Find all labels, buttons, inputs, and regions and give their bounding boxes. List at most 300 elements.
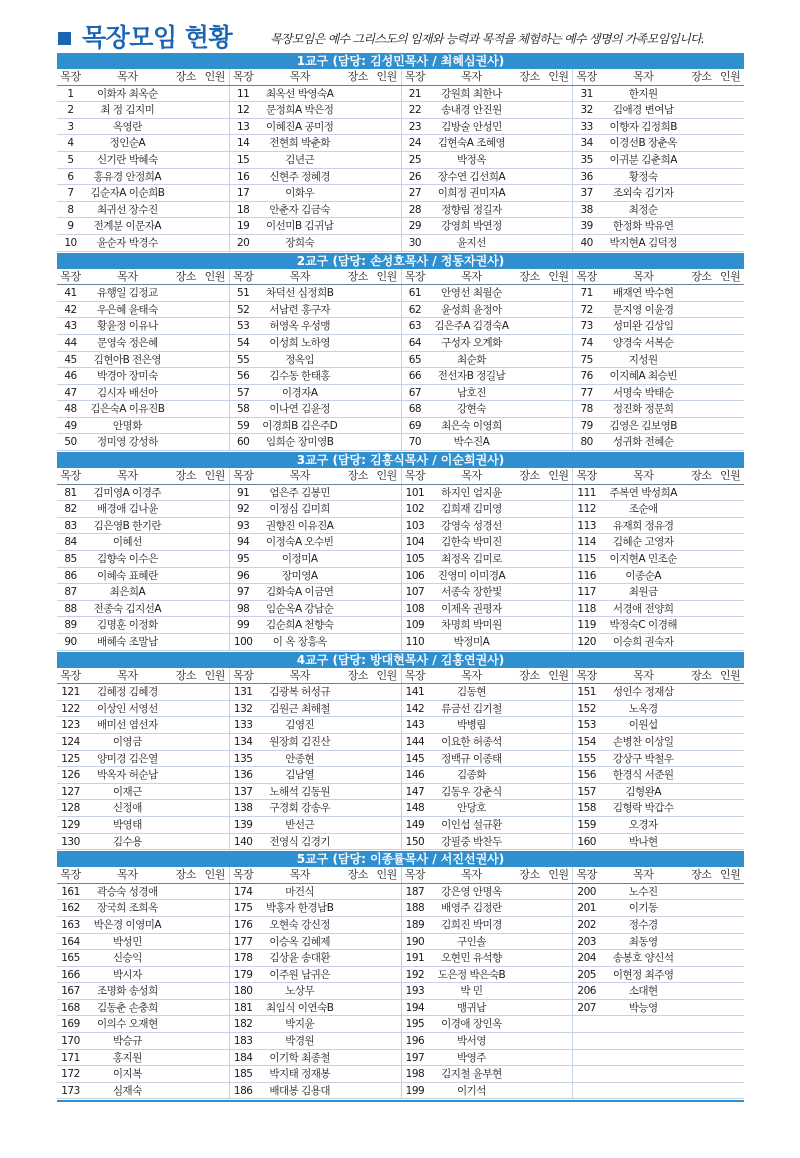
count-cell	[373, 900, 401, 916]
column-header-place: 장소	[175, 469, 196, 483]
table-row	[57, 701, 744, 718]
place-cell	[686, 601, 716, 617]
column-header-count: 인원	[376, 668, 397, 682]
mokjang-number: 162	[61, 902, 80, 915]
count-cell	[201, 917, 229, 933]
mokjang-number: 59	[236, 419, 250, 432]
mokjang-number: 107	[405, 586, 425, 599]
mokja-name: 최옥선 박영숙A	[266, 87, 334, 100]
mokja-name: 김현숙A 조혜영	[437, 137, 506, 150]
mokjang-number: 69	[408, 419, 422, 432]
mokjang-number	[573, 1050, 600, 1066]
count-cell	[716, 784, 744, 800]
mokja-name: 강필중 박찬두	[441, 835, 502, 848]
count-cell	[373, 950, 401, 966]
mokjang-number: 120	[577, 636, 596, 648]
count-cell	[373, 485, 401, 501]
place-cell	[343, 1033, 373, 1049]
mokja-name: 이승옥 김혜제	[269, 935, 331, 948]
count-cell	[373, 318, 401, 334]
mokja-name: 강상구 박철우	[612, 752, 674, 765]
mokjang-number: 171	[61, 1051, 80, 1064]
mokja-name: 임순옥A 강남순	[266, 602, 334, 615]
mokjang-number: 166	[61, 968, 80, 981]
count-cell	[373, 767, 401, 783]
place-cell	[515, 352, 545, 368]
count-cell	[373, 684, 401, 700]
mokjang-number: 139	[233, 818, 253, 831]
mokja-name: 김남열	[285, 769, 315, 782]
place-cell	[171, 817, 201, 833]
mokja-name: 이경자A	[281, 386, 318, 399]
table-row	[57, 501, 744, 518]
place-cell	[515, 617, 545, 633]
place-cell	[686, 568, 716, 584]
column-header-name: 목자	[461, 868, 482, 882]
section-title: 2교구 (담당: 손성호목사 / 정동자권사)	[57, 253, 744, 269]
column-header-name: 목자	[461, 469, 482, 483]
mokja-name: 한정화 박유연	[612, 220, 674, 233]
mokjang-number: 23	[408, 120, 422, 133]
count-cell	[201, 385, 229, 401]
table-row	[57, 202, 744, 219]
place-cell	[515, 169, 545, 185]
column-header-num: 목장	[404, 469, 426, 483]
mokja-name: 이경애 장인옥	[441, 1018, 502, 1031]
mokja-name: 류금선 김기철	[441, 702, 502, 715]
mokjang-number: 127	[61, 785, 80, 798]
place-cell	[515, 318, 545, 334]
column-header-place: 장소	[519, 469, 540, 483]
count-cell	[373, 501, 401, 517]
district-section-3	[57, 452, 744, 651]
mokjang-number: 194	[405, 1001, 425, 1014]
mokja-name	[600, 1016, 686, 1032]
mokja-name: 강영희 박연정	[441, 220, 502, 233]
mokja-name: 이향자 김정희B	[609, 120, 677, 133]
place-cell	[686, 684, 716, 700]
mokjang-number: 78	[580, 403, 593, 416]
place-cell	[515, 335, 545, 351]
count-cell	[544, 368, 572, 384]
place-cell	[686, 983, 716, 999]
mokja-name: 박영태	[112, 818, 142, 831]
mokja-name: 유재희 정유경	[612, 519, 674, 532]
count-cell	[544, 900, 572, 916]
mokja-name: 이귀분 김춘희A	[609, 153, 677, 166]
mokja-name: 김혜정 김혜경	[97, 686, 158, 699]
column-header-count: 인원	[719, 70, 741, 83]
place-cell	[171, 917, 201, 933]
mokja-name: 강원희 최한나	[441, 87, 502, 100]
place-cell	[171, 684, 201, 700]
table-row	[57, 684, 744, 701]
mokja-name: 배영주 김정란	[441, 902, 502, 915]
mokja-name: 전종숙 김지선A	[93, 602, 162, 615]
column-header-num: 목장	[576, 70, 597, 83]
column-header-name: 목자	[633, 269, 654, 283]
mokjang-number: 184	[233, 1051, 253, 1064]
mokjang-number: 22	[408, 104, 422, 117]
place-cell	[171, 967, 201, 983]
place-cell	[171, 534, 201, 550]
column-header-count: 인원	[719, 668, 741, 682]
count-cell	[201, 1016, 229, 1032]
mokja-name: 이현정 최주영	[612, 968, 674, 981]
mokjang-number: 135	[233, 752, 253, 765]
column-header-num: 목장	[233, 668, 254, 682]
count-cell	[201, 169, 229, 185]
mokjang-number: 62	[408, 303, 422, 316]
mokjang-number: 156	[577, 769, 596, 782]
place-cell	[515, 1050, 545, 1066]
place-cell	[171, 135, 201, 151]
table-row	[57, 983, 744, 1000]
place-cell	[343, 235, 373, 251]
mokja-name: 박승규	[112, 1035, 142, 1048]
count-cell	[201, 1033, 229, 1049]
place-cell	[515, 784, 545, 800]
column-header-num: 목장	[404, 269, 426, 283]
count-cell	[201, 434, 229, 450]
mokjang-number: 25	[408, 153, 422, 166]
mokjang-number: 112	[577, 503, 596, 516]
column-header-count: 인원	[719, 868, 741, 882]
mokja-name: 김상윤 송대환	[269, 952, 331, 965]
place-cell	[343, 917, 373, 933]
mokjang-number: 50	[64, 436, 77, 449]
place-cell	[515, 302, 545, 318]
count-cell	[201, 152, 229, 168]
place-cell	[171, 485, 201, 501]
mokja-name: 서경애 전양희	[612, 602, 674, 615]
mokjang-number: 195	[405, 1018, 425, 1031]
place-cell	[686, 784, 716, 800]
place-cell	[343, 385, 373, 401]
place-cell	[171, 717, 201, 733]
mokjang-number: 159	[577, 818, 596, 831]
mokja-name: 송봉호 양신석	[612, 952, 674, 965]
mokja-name: 신정애	[112, 802, 142, 815]
place-cell	[343, 1016, 373, 1032]
mokjang-number: 114	[577, 536, 596, 549]
mokja-name: 유행일 김정교	[97, 287, 158, 300]
count-cell	[544, 1016, 572, 1032]
place-cell	[686, 335, 716, 351]
mokjang-number: 130	[61, 835, 80, 848]
mokja-name: 김순희A 천향숙	[266, 619, 334, 632]
count-cell	[716, 485, 744, 501]
count-cell	[201, 202, 229, 218]
count-cell	[544, 102, 572, 118]
count-cell	[716, 717, 744, 733]
mokja-name: 박옥자 허순남	[97, 769, 158, 782]
count-cell	[544, 1083, 572, 1099]
table-row	[57, 950, 744, 967]
mokja-name: 김애경 변여남	[612, 104, 674, 117]
mokjang-number: 8	[67, 203, 74, 216]
count-cell	[201, 767, 229, 783]
mokjang-number: 155	[577, 752, 596, 765]
mokja-name: 이희정 권미자A	[437, 187, 506, 200]
mokjang-number: 85	[64, 553, 77, 566]
place-cell	[515, 717, 545, 733]
place-cell	[171, 983, 201, 999]
count-cell	[716, 218, 744, 234]
count-cell	[544, 202, 572, 218]
mokjang-number: 133	[233, 719, 253, 732]
mokjang-number: 192	[405, 968, 425, 981]
mokja-name: 정인순A	[109, 137, 146, 150]
place-cell	[171, 584, 201, 600]
mokja-name: 송내경 안진원	[441, 104, 502, 117]
place-cell	[686, 950, 716, 966]
count-cell	[201, 335, 229, 351]
table-row	[57, 285, 744, 302]
mokjang-number: 84	[64, 536, 77, 549]
mokja-name: 강현숙	[457, 403, 486, 416]
mokjang-number: 80	[580, 436, 593, 449]
mokjang-number: 165	[61, 952, 80, 965]
place-cell	[171, 800, 201, 816]
table-row	[57, 584, 744, 601]
mokjang-number: 205	[577, 968, 596, 981]
mokja-name: 박홍자 한경남B	[266, 902, 334, 915]
place-cell	[686, 917, 716, 933]
mokja-name: 서종숙 장한빛	[441, 586, 502, 599]
count-cell	[373, 800, 401, 816]
column-header-num: 목장	[576, 868, 597, 882]
mokjang-number: 74	[580, 336, 593, 349]
mokjang-number: 3	[67, 120, 74, 133]
place-cell	[515, 102, 545, 118]
place-cell	[686, 884, 716, 900]
mokja-name: 박정숙C 이경해	[609, 619, 677, 632]
mokja-name: 최정순	[628, 203, 658, 216]
mokja-name: 김지철 윤부현	[441, 1068, 502, 1081]
mokjang-number: 179	[233, 968, 253, 981]
mokja-name: 박 민	[460, 985, 483, 998]
place-cell	[515, 601, 545, 617]
section-title: 1교구 (담당: 김성민목사 / 최혜심권사)	[57, 53, 744, 69]
column-header-count: 인원	[376, 70, 397, 83]
mokjang-number: 187	[405, 885, 425, 898]
mokja-name: 맹귀남	[457, 1001, 486, 1014]
mokja-name: 임희순 장미영B	[266, 436, 334, 449]
mokjang-number: 206	[577, 985, 596, 998]
mokjang-number: 146	[405, 769, 425, 782]
place-cell	[171, 1066, 201, 1082]
mokjang-number: 58	[236, 403, 250, 416]
mokja-name: 이의수 오재현	[97, 1018, 158, 1031]
place-cell	[343, 617, 373, 633]
place-cell	[515, 218, 545, 234]
table-row	[57, 784, 744, 801]
mokjang-number: 121	[61, 686, 80, 699]
count-cell	[544, 551, 572, 567]
count-cell	[716, 634, 744, 650]
mokjang-number: 149	[405, 818, 425, 831]
mokja-name: 문정희A 박은정	[266, 104, 334, 117]
place-cell	[171, 285, 201, 301]
column-header-count: 인원	[204, 269, 225, 283]
mokjang-number: 77	[580, 386, 593, 399]
mokjang-number: 141	[405, 686, 425, 699]
place-cell	[343, 318, 373, 334]
place-cell	[515, 534, 545, 550]
place-cell	[686, 135, 716, 151]
count-cell	[716, 1066, 744, 1082]
place-cell	[515, 983, 545, 999]
count-cell	[201, 1066, 229, 1082]
mokja-name: 성인수 정재삼	[612, 686, 674, 699]
column-header-count: 인원	[548, 469, 569, 483]
mokja-name: 김혜순 고영자	[612, 536, 674, 549]
mokjang-number: 129	[61, 818, 80, 831]
mokjang-number: 190	[405, 935, 425, 948]
place-cell	[343, 86, 373, 102]
mokjang-number: 197	[405, 1051, 425, 1064]
count-cell	[544, 434, 572, 450]
mokja-name: 이정숙A 오수빈	[266, 536, 334, 549]
count-cell	[544, 584, 572, 600]
place-cell	[171, 568, 201, 584]
column-header-name: 목자	[117, 70, 138, 83]
count-cell	[373, 434, 401, 450]
mokja-name: 이재근	[112, 785, 142, 798]
place-cell	[171, 1033, 201, 1049]
count-cell	[201, 584, 229, 600]
table-row	[57, 717, 744, 734]
mokjang-number: 191	[405, 952, 425, 965]
count-cell	[373, 617, 401, 633]
count-cell	[201, 834, 229, 850]
table-row	[57, 617, 744, 634]
column-header-name: 목자	[289, 668, 310, 682]
place-cell	[343, 368, 373, 384]
place-cell	[515, 917, 545, 933]
place-cell	[686, 1066, 716, 1082]
mokjang-number: 90	[64, 636, 77, 648]
count-cell	[544, 1050, 572, 1066]
column-header-row	[57, 468, 744, 485]
count-cell	[201, 967, 229, 983]
place-cell	[171, 617, 201, 633]
mokja-name	[600, 1083, 686, 1099]
count-cell	[716, 418, 744, 434]
place-cell	[343, 967, 373, 983]
mokja-name: 박수진A	[453, 436, 490, 449]
mokjang-number: 94	[236, 536, 250, 549]
count-cell	[201, 717, 229, 733]
count-cell	[544, 950, 572, 966]
place-cell	[343, 934, 373, 950]
count-cell	[544, 634, 572, 650]
mokjang-number: 24	[408, 137, 422, 150]
mokja-name: 박경원	[285, 1035, 315, 1048]
mokja-name: 양경숙 서복순	[612, 336, 674, 349]
mokjang-number: 16	[236, 170, 250, 183]
count-cell	[544, 485, 572, 501]
count-cell	[544, 1066, 572, 1082]
mokjang-number: 20	[236, 236, 250, 249]
place-cell	[686, 1033, 716, 1049]
mokja-name: 최순화	[457, 353, 486, 366]
mokja-name: 박나현	[628, 835, 658, 848]
mokja-name: 진영미 이미경A	[437, 569, 506, 582]
place-cell	[686, 1083, 716, 1099]
count-cell	[716, 817, 744, 833]
count-cell	[716, 119, 744, 135]
mokjang-number: 175	[233, 902, 253, 915]
mokjang-number: 35	[580, 153, 593, 166]
count-cell	[373, 884, 401, 900]
table-row	[57, 352, 744, 369]
count-cell	[201, 534, 229, 550]
mokja-name: 서남련 홍구자	[269, 303, 331, 316]
mokjang-number: 88	[64, 602, 77, 615]
mokjang-number: 123	[61, 719, 80, 732]
mokjang-number: 160	[577, 835, 596, 848]
count-cell	[544, 169, 572, 185]
table-row	[57, 884, 744, 901]
count-cell	[373, 584, 401, 600]
mokja-name: 김현아B 전은영	[93, 353, 162, 366]
place-cell	[686, 701, 716, 717]
column-header-count: 인원	[548, 269, 569, 283]
count-cell	[201, 185, 229, 201]
mokjang-number: 151	[577, 686, 596, 699]
table-row	[57, 1050, 744, 1067]
column-header-count: 인원	[548, 868, 569, 882]
place-cell	[686, 1016, 716, 1032]
mokja-name: 전현희 박춘화	[269, 137, 331, 150]
place-cell	[686, 235, 716, 251]
mokjang-number: 47	[64, 386, 77, 399]
mokjang-number: 10	[64, 236, 77, 249]
mokja-name: 최임식 이연숙B	[266, 1001, 334, 1014]
place-cell	[343, 950, 373, 966]
mokja-name: 김명훈 이정화	[97, 619, 158, 632]
table-row	[57, 934, 744, 951]
count-cell	[544, 967, 572, 983]
place-cell	[171, 368, 201, 384]
place-cell	[171, 352, 201, 368]
count-cell	[544, 86, 572, 102]
column-header-num: 목장	[404, 70, 426, 83]
mokja-name: 노해석 김동원	[269, 785, 331, 798]
column-header-num: 목장	[60, 868, 81, 882]
count-cell	[373, 285, 401, 301]
place-cell	[343, 434, 373, 450]
count-cell	[544, 1000, 572, 1016]
mokjang-number: 53	[236, 320, 250, 333]
mokja-name: 이원섭	[628, 719, 658, 732]
mokja-name: 노수진	[628, 885, 658, 898]
place-cell	[171, 900, 201, 916]
mokja-name: 원장희 김진산	[269, 735, 331, 748]
count-cell	[716, 1000, 744, 1016]
mokja-name	[600, 1066, 686, 1082]
mokjang-number: 40	[580, 236, 593, 249]
column-header-row	[57, 69, 744, 86]
mokjang-number: 145	[405, 752, 425, 765]
mokjang-number: 117	[577, 586, 596, 599]
count-cell	[716, 601, 744, 617]
mokja-name: 이지현A 민조순	[609, 553, 677, 566]
count-cell	[716, 285, 744, 301]
count-cell	[716, 185, 744, 201]
